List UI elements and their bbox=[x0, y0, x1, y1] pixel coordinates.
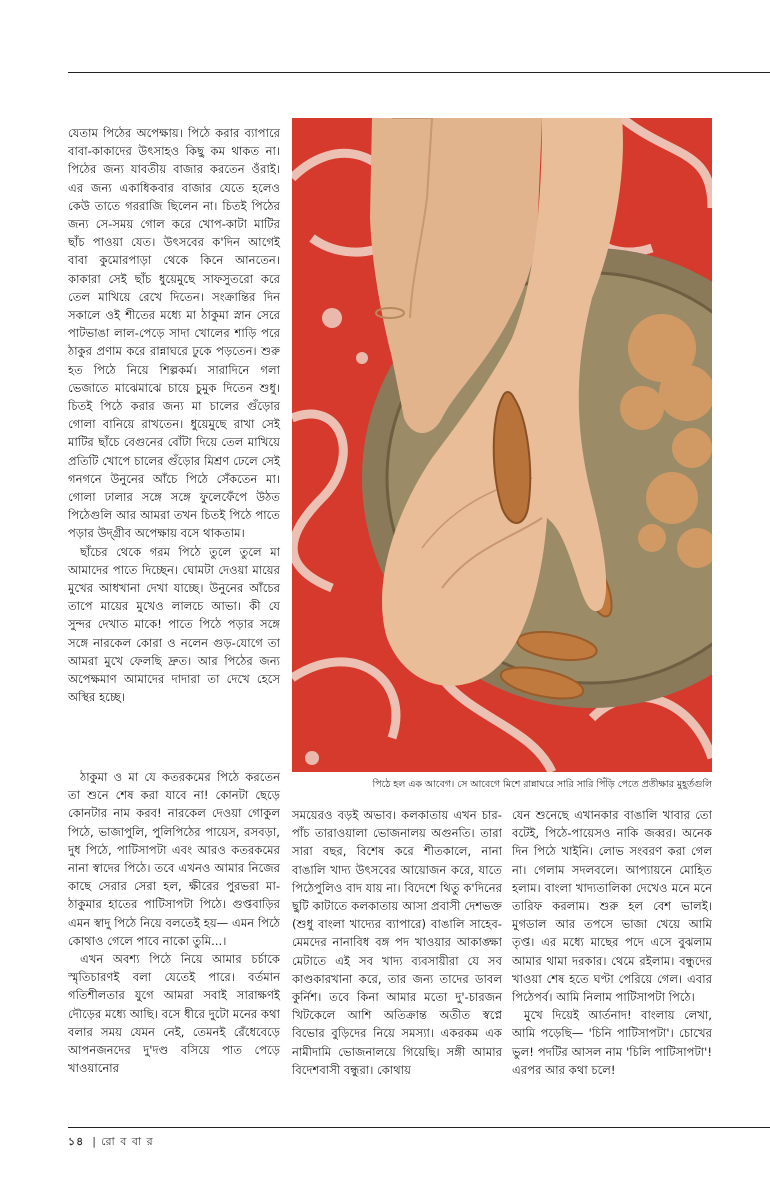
photo-caption: পিঠে হল এক আবেগ। সে আবেগে মিশে রান্নাঘরে সারি সারি পিঁড়ি পেতে প্রতীক্ষার মুহূর্তগুলি bbox=[372, 779, 712, 790]
article-column-left-top bbox=[68, 124, 280, 707]
article-column-middle bbox=[292, 806, 502, 1079]
paragraph: যেতাম পিঠের অপেক্ষায়। পিঠে করার ব্যাপারে বাবা-কাকাদের উৎসাহও কিছু কম থাকত না। পিঠের জন্য যাবতীয় বাজার করতেন ওঁরাই। এর জন্য একাধিকবার বাজার যেতে হলেও কেউ তাতে গররাজি ছিলেন না। চিতই পিঠের জন্য সে-সময় গোল করে খোপ-কাটা মাটির ছাঁচ পাওয়া যেত। উৎসবের ক'দিন আগেই বাবা কুমোরপাড়া থেকে কিনে আনতেন। কাকারা সেই ছাঁচ ধুয়েমুছে সাফসুতরো করে তেল মাখিয়ে রেখে দিতেন। সংক্রান্তির দিন সকালে ওই শীতের মধ্যে মা ঠাকুমা স্নান সেরে পাটভাঙা লাল-পেড়ে সাদা খোলের শাড়ি পরে ঠাকুর প্রণাম করে রান্নাঘরে ঢুকে পড়তেন। শুরু হত পিঠে নিয়ে শিল্পকর্ম। সারাদিনে গলা ভেজাতে মাঝেমাঝে চায়ে চুমুক দিতেন শুধু। চিতই পিঠে করার জন্য মা চালের গুঁড়োর গোলা বানিয়ে রাখতেন। ধুয়েমুছে রাখা সেই মাটির ছাঁচে বেগুনের বোঁটা দিয়ে তেল মাখিয়ে প্রতিটি খোপে চালের গুঁড়োর মিশ্রণ ঢেলে সেই গনগনে উনুনের আঁচে পিঠে সেঁকতেন মা। গোলা ঢালার সঙ্গে সঙ্গে ফুলেফেঁপে উঠত পিঠেগুলি আর আমরা তখন চিতই পিঠে পাতে পড়ার উদ্‌গ্রীব অপেক্ষায় বসে থাকতাম। bbox=[68, 126, 280, 541]
paragraph: ঠাকুমা ও মা যে কতরকমের পিঠে করতেন তা শুনে শেষ করা যাবে না! কোনটা ছেড়ে কোনটার নাম করব! নারকেল দেওয়া গোকুল পিঠে, ভাজাপুলি, পুলিপিঠের পায়েস, রসবড়া, দুধ পিঠে, পাটিসাপটা এবং আরও কতরকমের নানা স্বাদের পিঠে। তবে এখনও আমার নিজের কাছে সেরার সেরা হল, ক্ষীরের পুরভরা মা-ঠাকুমার হাতের পাটিসাপটা পিঠে। গুপ্তবাড়ির এমন স্বাদু পিঠে নিয়ে বলতেই হয়— এমন পিঠে কোথাও গেলে পাবে নাকো তুমি...। bbox=[68, 770, 280, 948]
footer-separator: | bbox=[92, 1135, 97, 1148]
magazine-name: রো ব বা র bbox=[101, 1135, 154, 1148]
paragraph: যেন শুনেছে এখানকার বাঙালি খাবার তো বটেই, পিঠে-পায়েসও নাকি জব্বর। অনেক দিন পিঠে খাইনি। লোভ সংবরণ করা গেল না। গেলাম সদলবলে। আপ্যায়নে মোহিত হলাম। বাংলা খাদ্যতালিকা দেখেও মনে মনে তারিফ করলাম। শুরু হল বেশ ভালই। মুগডাল আর তপসে ভাজা খেয়ে আমি তৃপ্ত। এর মধ্যে মাছের পদে এসে বুঝলাম আমার থামা দরকার। থেমে রইলাম। বন্ধুদের খাওয়া শেষ হতে ঘণ্টা পেরিয়ে গেল। এবার পিঠেপর্ব। আমি নিলাম পাটিসাপটা পিঠে। bbox=[512, 808, 712, 1005]
paragraph: ছাঁচের থেকে গরম পিঠে তুলে তুলে মা আমাদের পাতে দিচ্ছেন। ঘোমটা দেওয়া মায়ের মুখের আধখানা দেখা যাচ্ছে। উনুনের আঁচের তাপে মায়ের মুখেও লালচে আভা। কী যে সুন্দর দেখাত মাকে! পাতে পিঠে পড়ার সঙ্গে সঙ্গে নারকেল কোরা ও নলেন গুড়-যোগে তা আমরা মুখে ফেলছি দ্রুত। আর পিঠের জন্য অপেক্ষমাণ আমাদের দাদারা তা দেখে হেসে অস্থির হচ্ছে। bbox=[68, 544, 280, 705]
page-number: ১৪ bbox=[68, 1135, 85, 1148]
paragraph: মুখে দিয়েই আর্তনাদ! বাংলায় লেখা, আমি পড়েছি— 'চিনি পাটিসাপটা'। চোখের ভুল! পদটির আসল নাম 'চিলি পাটিসাপটা'! এরপর আর কথা চলে! bbox=[512, 1008, 712, 1077]
article-photo bbox=[292, 118, 712, 772]
bottom-rule bbox=[68, 1127, 770, 1128]
article-column-left-bottom bbox=[68, 768, 280, 1077]
article-column-right bbox=[512, 806, 712, 1079]
paragraph: সময়েরও বড়ই অভাব। কলকাতায় এখন চার-পাঁচ তারাওয়ালা ভোজনালয় অগুনতি। তারা সারা বছর, বিশেষ করে শীতকালে, নানা বাঙালি খাদ্য উৎসবের আয়োজন করে, যাতে পিঠেপুলিও বাদ যায় না। বিদেশে থিতু ক'দিনের ছুটি কাটাতে কলকাতায় আসা প্রবাসী দেশভক্ত (শুধু বাংলা খাদ্যের ব্যাপারে) বাঙালি সাহেব-মেমদের নানাবিধ বঙ্গ পদ খাওয়ার আকাঙ্ক্ষা মেটাতে এই সব খাদ্য ব্যবসায়ীরা যে সব কাণ্ডকারখানা করে, তার জন্য তাদের ডাবল কুর্নিশ। তবে কিনা আমার মতো দু'-চারজন খিটকেলে আশি অতিক্রান্ত অতীত স্বপ্নে বিভোর বুড়িদের নিয়ে সমস্যা। একরকম এক নামীদামি ভোজনালয়ে গিয়েছি। সঙ্গী আমার বিদেশবাসী বন্ধুরা। কোথায় bbox=[292, 808, 502, 1077]
paragraph: এখন অবশ্য পিঠে নিয়ে আমার চর্চাকে স্মৃতিচারণই বলা যেতেই পারে। বর্তমান গতিশীলতার যুগে আমরা সবাই সারাক্ষণই দৌড়ের মধ্যে আছি। বসে ধীরে দুটো মনের কথা বলার সময় যেমন নেই, তেমনই রেঁধেবেড়ে আপনজনদের দু'দণ্ড বসিয়ে পাত পেড়ে খাওয়ানোর bbox=[68, 952, 280, 1076]
page-footer bbox=[68, 1133, 154, 1152]
top-rule bbox=[68, 72, 770, 73]
